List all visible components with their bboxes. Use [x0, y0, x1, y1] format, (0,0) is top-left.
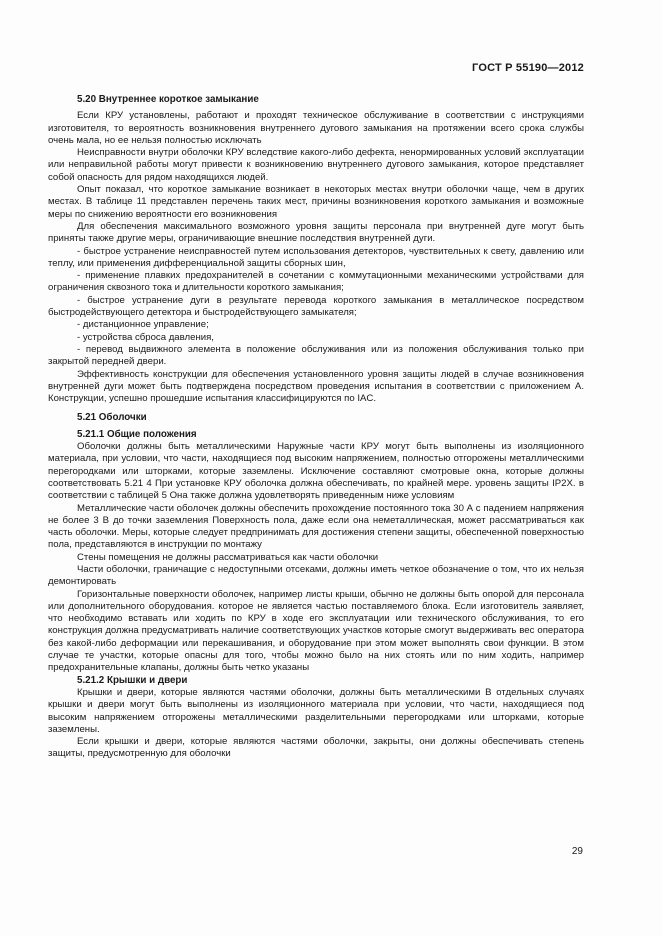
paragraph: Крышки и двери, которые являются частями оболочки, должны быть металлическими В отдельных случаях крышки и двери могут быть выполнены из изоляционного материала при условии, что части, находящиеся под высоким напряжением отгорожены металлическими разделительными перегородками или шторками, которые заземлены. — [48, 686, 584, 735]
paragraph: Если крышки и двери, которые являются частями оболочки, закрыты, они должны обеспечивать степень защиты, предусмотренную для оболочки — [48, 736, 584, 760]
paragraph: - применение плавких предохранителей в сочетании с коммутационными механическими устройствами для ограничения сквозного тока и длительности короткого замыкания; — [48, 270, 584, 294]
section-5-20-heading: 5.20 Внутреннее короткое замыкание — [77, 94, 259, 105]
paragraph: Неисправности внутри оболочки КРУ вследствие какого-либо дефекта, ненормированных условий эксплуатации или неправильной работы могут привести к возникновению внутреннего дугового замыкания, которое представляет собой опасность для рядом находящихся людей. — [48, 147, 584, 183]
paragraph: - дистанционное управление; — [77, 319, 209, 331]
section-5-21-2-heading: 5.21.2 Крышки и двери — [77, 674, 188, 686]
paragraph: Части оболочки, граничащие с недоступными отсеками, должны иметь четкое обозначение о том, что их нельзя демонтировать — [48, 563, 584, 588]
paragraph: Опыт показал, что короткое замыкание возникает в некоторых местах внутри оболочки чаще, чем в других местах. В таблице 11 представлен перечень таких мест, причины возникновения короткого замыкания и возможные меры по снижению вероятности его возникновения — [48, 184, 584, 220]
paragraph: - перевод выдвижного элемента в положение обслуживания или из положения обслуживания только при закрытой передней двери. — [48, 343, 584, 368]
paragraph: Если КРУ установлены, работают и проходят техническое обслуживание в соответствии с инструкциями изготовителя, то вероятность возникновения внутреннего дугового замыкания на протяжении всего срока службы очень мала, но ее нельзя полностью исключать — [48, 110, 584, 146]
paragraph: - устройства сброса давления, — [77, 331, 214, 343]
paragraph: Металлические части оболочек должны обеспечить прохождение постоянного тока 30 А с падением напряжения не более 3 В до точки заземления Поверхность пола, даже если она неметаллическая, может рассматриваться как часть оболочки. Меры, которые следует предпринимать для достижения степени защиты, обеспеченной поверхностью пола, представляются в инструкции по монтажу — [48, 502, 584, 551]
document-body — [48, 92, 584, 761]
section-5-21-1-heading: 5.21.1 Общие положения — [77, 428, 197, 440]
section-5-21-heading: 5.21 Оболочки — [77, 412, 147, 424]
standard-designation: ГОСТ Р 55190—2012 — [472, 62, 584, 74]
paragraph: Стены помещения не должны рассматриваться как части оболочки — [77, 551, 379, 563]
paragraph: - быстрое устранение неисправностей путем использования детекторов, чувствительных к свету, давлению или теплу, или применения дифференциальной защиты сборных шин, — [48, 245, 584, 269]
paragraph: Оболочки должны быть металлическими Наружные части КРУ могут быть выполнены из изоляционного материала, при условии, что части, находящиеся под высоким напряжением, полностью отгорожены металлическими перегородками или шторками, которые заземлены. Исключение составляют смотровые окна, которые должны соответствовать 5.21 4 При установке КРУ оболочка должна обеспечивать, по крайней мере. уровень защиты IP2X. в соответствии с таблицей 5 Она также должна удовлетворять приведенным ниже условиям — [48, 441, 584, 502]
paragraph: Для обеспечения максимального возможного уровня защиты персонала при внутренней дуге могут быть приняты также другие меры, ограничивающие внешние последствия внутренней дуги. — [48, 220, 584, 245]
page-number: 29 — [571, 846, 583, 857]
paragraph: Эффективность конструкции для обеспечения установленного уровня защиты людей в случае возникновения внутренней дуги может быть подтверждена посредством проведения испытания в соответствии с приложением А. Конструкции, успешно прошедшие испытания классифицируются по IAC. — [48, 368, 584, 405]
paragraph: Горизонтальные поверхности оболочек, например листы крыши, обычно не должны быть опорой для персонала или дополнительного оборудования. которое не является частью поставляемого блока. Если изготовитель заявляет, что необходимо вставать или ходить по КРУ в ходе его эксплуатации или технического обслуживания, то его конструкция должна предусматривать наличие соответствующих участков которые смогут выдерживать вес оператора без какой-либо деформации или перекашивания, и оборудование при этом может выполнять свои функции. В этом случае те участки, которые опасны для того, чтобы можно было на них стоять или по ним ходить, например предохранительные клапаны, должны быть четко указаны — [48, 588, 584, 674]
paragraph: - быстрое устранение дуги в результате перевода короткого замыкания в металлическое посредством быстродействующего детектора и быстродействующего замыкателя; — [48, 294, 584, 319]
